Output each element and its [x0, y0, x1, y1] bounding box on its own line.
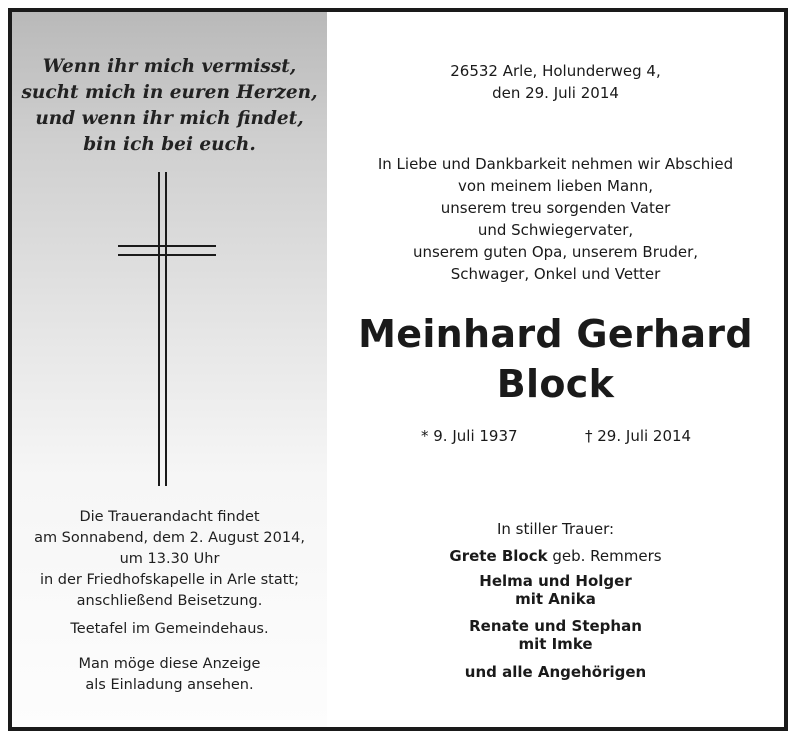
mourners-block	[327, 518, 784, 683]
mourners-heading: In stiller Trauer:	[496, 520, 615, 538]
death-date: † 29. Juli 2014	[585, 427, 692, 445]
service-line: Die Trauerandacht findet	[79, 509, 260, 525]
service-line: am Sonnabend, dem 2. August 2014,	[34, 530, 305, 546]
service-line: um 13.30 Uhr	[119, 551, 220, 567]
service-info	[12, 507, 327, 612]
farewell-text: In Liebe und Dankbarkeit nehmen wir Abschied von meinem lieben Mann, unserem treu sorgenden Vater und Schwiegervater, unserem guten Opa, unserem Bruder, Schwager, Onkel und Vetter	[377, 155, 734, 283]
address-block	[327, 60, 784, 104]
service-line: anschließend Beisetzung.	[76, 593, 263, 609]
mourner-family: Renate und Stephan mit Imke	[469, 617, 642, 653]
service-line: in der Friedhofskapelle in Arle statt;	[39, 572, 300, 588]
mourner-family: Helma und Holger mit Anika	[479, 572, 632, 608]
obituary-notice	[8, 8, 788, 731]
mourners-closing: und alle Angehörigen	[464, 663, 647, 681]
address: 26532 Arle, Holunderweg 4,	[450, 62, 661, 80]
quote-line: bin ich bei euch.	[83, 134, 256, 155]
left-panel	[12, 12, 327, 727]
cross-icon	[112, 172, 218, 486]
quote-line: sucht mich in euren Herzen,	[21, 82, 318, 103]
right-panel	[327, 12, 784, 727]
deceased-name: Meinhard Gerhard Block	[358, 312, 753, 406]
notice-date: den 29. Juli 2014	[492, 84, 619, 102]
quote-line: und wenn ihr mich findet,	[35, 108, 304, 129]
tea-info: Teetafel im Gemeindehaus.	[70, 621, 269, 637]
memorial-quote	[12, 54, 327, 158]
birth-date: * 9. Juli 1937	[421, 427, 518, 445]
invitation-note: Man möge diese Anzeige als Einladung ansehen.	[78, 656, 261, 693]
quote-line: Wenn ihr mich vermisst,	[42, 56, 297, 77]
mourner-wife: Grete Block geb. Remmers	[449, 547, 662, 565]
